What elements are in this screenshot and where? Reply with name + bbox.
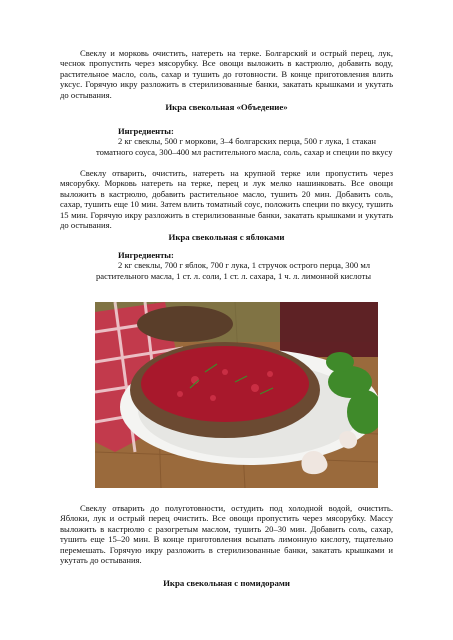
ingredients-line: 2 кг свеклы, 500 г моркови, 3–4 болгарских перца, 500 г лука, 1 стакан — [118, 136, 377, 147]
recipe-title-obedenie: Икра свекольная «Объедение» — [165, 102, 288, 112]
ingredients-line: растительного масла, 1 ст. л. соли, 1 ст. л. сахара, 1 ч. л. лимонной кислоты — [96, 270, 372, 281]
ingredients-label: Ингредиенты: — [118, 126, 174, 136]
recipe-title-apples: Икра свекольная с яблоками — [168, 232, 285, 242]
beet-caviar-photo — [95, 302, 378, 488]
ingredients-block-obedenie — [60, 126, 393, 157]
paragraph-obedenie-method: Свеклу отварить, очистить, натереть на крупной терке или пропустить через мясорубку. Морковь натереть на терке, перец и лук мелко нашинковать. Все овощи выложить в кастрюлю, добавить растительное масло, тушить 20 мин. Добавить соль, сахар, тушить еще 10 мин. Затем влить томатный соус, положить специи по вкусу, тушить 15 мин. Горячую икру разложить в стерилизованные банки, закатать крышками и укутать до остывания. — [60, 168, 393, 231]
beet-caviar — [141, 346, 309, 422]
ingredients-line: томатного соуса, 300–400 мл растительного масла, соль, сахар и специи по вкусу — [96, 146, 393, 157]
bread-loaf-back — [137, 306, 233, 342]
jar-of-caviar — [280, 302, 378, 357]
ingredients-block-apples — [60, 250, 393, 281]
ingredients-line: 2 кг свеклы, 700 г яблок, 700 г лука, 1 стручок острого перца, 300 мл — [118, 260, 371, 271]
ingredients-label: Ингредиенты: — [118, 250, 174, 260]
recipe-title-tomatoes: Икра свекольная с помидорами — [163, 578, 290, 588]
photo-illustration — [95, 302, 378, 488]
paragraph-apples-method: Свеклу отварить до полуготовности, остудить под холодной водой, очистить. Яблоки, лук и острый перец очистить. Все овощи пропустить через мясорубку. Массу выложить в кастрюлю с разогретым маслом, тушить 20–30 мин. Добавить соль, сахар, тушить еще 15–20 мин. В конце приготовления всыпать лимонную кислоту, тщательно перемешать. Горячую икру разложить в стерилизованные банки, закатать крышками и укутать до остывания. — [60, 503, 393, 566]
paragraph-intro: Свеклу и морковь очистить, натереть на терке. Болгарский и острый перец, лук, чеснок пропустить через мясорубку. Все овощи выложить в кастрюлю, добавить воду, растительное масло, соль, сахар и тушить до готовности. В конце приготовления влить уксус. Горячую икру разложить в стерилизованные банки, закатать крышками и укутать до остывания. — [60, 48, 393, 100]
